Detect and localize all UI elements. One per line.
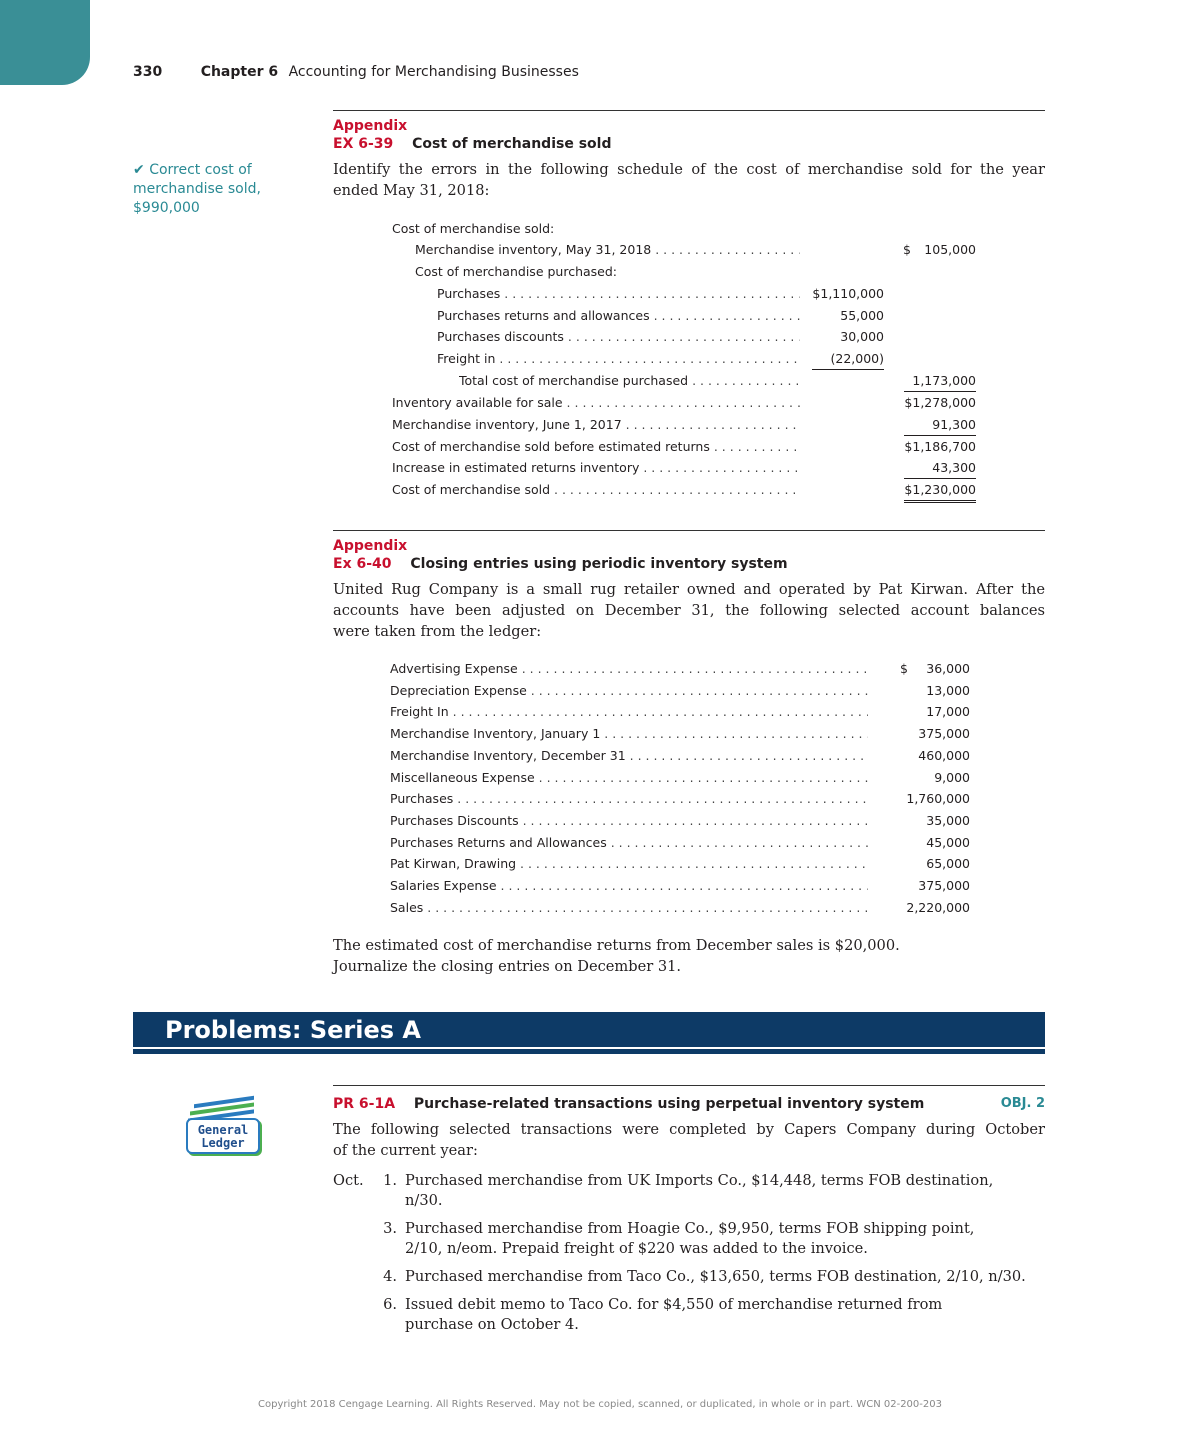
section-banner (133, 1012, 1045, 1047)
general-ledger-icon (184, 1098, 264, 1160)
schedule-row (0, 480, 1000, 500)
problem-intro (333, 1119, 1045, 1161)
chapter-title: Accounting for Merchandising Businesses (288, 64, 579, 80)
icon-label: General (197, 1123, 249, 1137)
transaction-list (333, 1171, 1045, 1341)
section-divider (333, 110, 1045, 111)
schedule-row-label: Cost of merchandise sold before estimated returns . . . (392, 437, 800, 457)
account-row (0, 768, 1000, 788)
account-name: Merchandise Inventory, December 31 . . . (390, 746, 868, 766)
page-number: 330 (133, 64, 163, 80)
account-row (0, 876, 1000, 896)
schedule-row (0, 371, 1000, 391)
margin-note-line: Correct cost of (149, 162, 252, 178)
transaction-day: 1. (383, 1172, 397, 1189)
margin-note-line: $990,000 (133, 200, 200, 216)
account-name: Merchandise Inventory, January 1 . . . (390, 724, 868, 744)
check-mark-icon: ✔ (133, 162, 145, 178)
account-balance: 45,000 (926, 835, 970, 850)
schedule-amount: (22,000) (812, 349, 884, 370)
section-divider (333, 1085, 1045, 1086)
account-name: Depreciation Expense . . . (390, 681, 868, 701)
account-row (0, 833, 1000, 853)
schedule-row-label: Inventory available for sale . . . (392, 393, 800, 413)
page-corner-tab (0, 0, 90, 85)
account-balance: 460,000 (918, 748, 970, 763)
banner-title: Problems: Series A (165, 1016, 421, 1044)
schedule-amount: 105,000 (924, 242, 976, 257)
instruction-line: The estimated cost of merchandise returns from December sales is $20,000. (333, 937, 900, 954)
appendix-label: Appendix (333, 538, 408, 554)
account-row (0, 789, 1000, 809)
schedule-row (0, 393, 1000, 413)
transaction-day: 3. (383, 1220, 397, 1237)
schedule-row-label: Purchases . . . (437, 284, 800, 304)
chapter-label: Chapter 6 (200, 64, 279, 80)
account-name: Freight In . . . (390, 702, 868, 722)
schedule-row-label: Increase in estimated returns inventory . . . (392, 458, 800, 478)
schedule-amount: 55,000 (840, 308, 884, 323)
intro-line: were taken from the ledger: (333, 623, 542, 640)
intro-line: United Rug Company is a small rug retailer owned and operated by Pat Kirwan. After the (333, 581, 1045, 598)
dollar-sign: $ (903, 242, 911, 257)
transaction-day: 6. (383, 1296, 397, 1313)
schedule-row-label: Total cost of merchandise purchased . . . (459, 371, 800, 391)
objective-label: OBJ. 2 (1000, 1096, 1045, 1111)
account-balance: 1,760,000 (906, 791, 970, 806)
transaction-text: Purchased merchandise from UK Imports Co., $14,448, terms FOB destination, (405, 1172, 994, 1189)
account-balance: 17,000 (926, 704, 970, 719)
schedule-row-label: Cost of merchandise purchased: (415, 264, 618, 279)
dollar-sign: $ (900, 661, 908, 676)
instruction-line: Journalize the closing entries on December 31. (333, 958, 682, 975)
transaction-text: 2/10, n/eom. Prepaid freight of $220 was added to the invoice. (405, 1240, 868, 1257)
problem-title: Purchase-related transactions using perpetual inventory system (413, 1096, 925, 1112)
account-balance: 2,220,000 (906, 900, 970, 915)
exercise-heading (333, 556, 788, 572)
schedule-row (0, 306, 1000, 326)
transaction-text: purchase on October 4. (405, 1316, 579, 1333)
exercise-title: Closing entries using periodic inventory system (410, 556, 788, 572)
schedule-amount: $1,230,000 (904, 480, 976, 503)
margin-note-line: merchandise sold, (133, 181, 261, 197)
account-row (0, 659, 1000, 679)
account-name: Purchases Returns and Allowances . . . (390, 833, 868, 853)
section-divider (333, 530, 1045, 531)
schedule-row-label: Purchases discounts . . . (437, 327, 800, 347)
account-name: Advertising Expense . . . (390, 659, 868, 679)
account-row (0, 724, 1000, 744)
schedule-row (0, 437, 1000, 457)
schedule-row-label: Merchandise inventory, June 1, 2017 . . . (392, 415, 800, 435)
exercise-intro (333, 579, 1045, 642)
page-header (133, 64, 579, 80)
schedule-amount: 1,173,000 (904, 371, 976, 392)
schedule-amount: 30,000 (840, 329, 884, 344)
margin-answer-note (133, 161, 283, 218)
banner-underline (133, 1049, 1045, 1054)
schedule-row (0, 240, 1000, 260)
schedule-row (0, 458, 1000, 478)
account-balance: 65,000 (926, 856, 970, 871)
account-row (0, 811, 1000, 831)
account-balance: 35,000 (926, 813, 970, 828)
account-balance: 13,000 (926, 683, 970, 698)
exercise-title: Cost of merchandise sold (412, 136, 612, 152)
schedule-row-label: Purchases returns and allowances . . . (437, 306, 800, 326)
transaction-text: Issued debit memo to Taco Co. for $4,550 of merchandise returned from (405, 1296, 943, 1313)
schedule-amount: 43,300 (904, 458, 976, 479)
account-name: Purchases . . . (390, 789, 868, 809)
schedule-amount: $1,110,000 (812, 286, 884, 301)
intro-line: of the current year: (333, 1142, 478, 1159)
account-balance: 9,000 (934, 770, 970, 785)
intro-line: accounts have been adjusted on December 31, the following selected account balances (333, 602, 1045, 619)
intro-line: ended May 31, 2018: (333, 182, 490, 199)
account-balance: 36,000 (926, 661, 970, 676)
schedule-row-label: Freight in . . . (437, 349, 800, 369)
transaction-text: n/30. (405, 1192, 443, 1209)
intro-line: Identify the errors in the following schedule of the cost of merchandise sold for the year (333, 161, 1045, 178)
account-row (0, 681, 1000, 701)
schedule-heading: Cost of merchandise sold: (392, 221, 555, 236)
transaction-text: Purchased merchandise from Hoagie Co., $9,950, terms FOB shipping point, (405, 1220, 975, 1237)
account-name: Salaries Expense . . . (390, 876, 868, 896)
schedule-row (0, 284, 1000, 304)
schedule-row (0, 327, 1000, 347)
problem-heading (333, 1096, 1045, 1112)
account-row (0, 854, 1000, 874)
schedule-row (0, 262, 1000, 282)
account-name: Miscellaneous Expense . . . (390, 768, 868, 788)
account-row (0, 898, 1000, 918)
problem-number: PR 6-1A (333, 1096, 396, 1112)
appendix-label: Appendix (333, 118, 408, 134)
exercise-number: Ex 6-40 (333, 556, 392, 572)
account-name: Sales . . . (390, 898, 868, 918)
schedule-row (0, 349, 1000, 369)
schedule-amount: 91,300 (904, 415, 976, 436)
icon-label: Ledger (201, 1136, 245, 1150)
schedule-row-label: Merchandise inventory, May 31, 2018 . . . (415, 240, 800, 260)
schedule-row (0, 415, 1000, 435)
account-row (0, 702, 1000, 722)
schedule-amount: $1,278,000 (904, 395, 976, 410)
account-name: Purchases Discounts . . . (390, 811, 868, 831)
exercise-heading (333, 136, 611, 152)
account-balance: 375,000 (918, 726, 970, 741)
exercise-intro (333, 159, 1045, 201)
schedule-amount: $1,186,700 (904, 439, 976, 454)
schedule-row-label: Cost of merchandise sold . . . (392, 480, 800, 500)
account-balance: 375,000 (918, 878, 970, 893)
copyright-footer: Copyright 2018 Cengage Learning. All Rights Reserved. May not be copied, scanned, or duplicated, in whole or in part. WCN 02-200-203 (258, 1399, 942, 1410)
transaction-text: Purchased merchandise from Taco Co., $13,650, terms FOB destination, 2/10, n/30. (405, 1268, 1026, 1285)
transaction-day: 4. (383, 1268, 397, 1285)
exercise-number: EX 6-39 (333, 136, 394, 152)
account-name: Pat Kirwan, Drawing . . . (390, 854, 868, 874)
account-row (0, 746, 1000, 766)
intro-line: The following selected transactions were completed by Capers Company during October (333, 1121, 1045, 1138)
transaction-month: Oct. (333, 1172, 364, 1189)
exercise-instructions (333, 935, 1045, 977)
